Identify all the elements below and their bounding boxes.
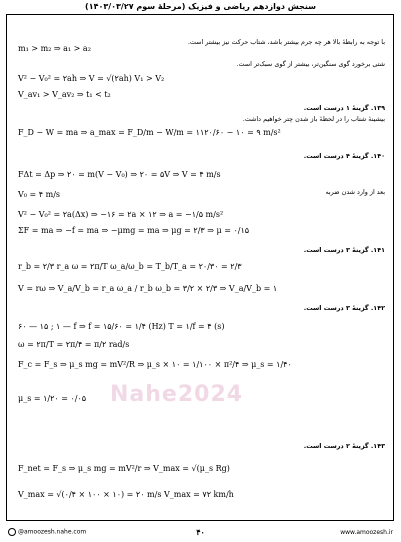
watermark: Nahe2024 [110,382,244,407]
equation-line: r_b = ۲/۳ r_a ω = ۲π/T ω_a/ω_b = T_b/T_a = ۲۰/۳۰ = ۲/۳ [18,262,242,271]
equation-line: V² − V₀² = ۲ah ⇒ V = √(۲ah) V₁ > V₂ [18,74,165,83]
answer-heading: ۱۳۹. گزینهٔ ۱ درست است. [303,104,385,112]
explanation-text: شتی برخورد گوی سنگین‌تر، بیشتر از گوی سبک‌تر است. [236,60,385,68]
answer-heading: ۱۴۰. گزینهٔ ۴ درست است. [303,152,385,160]
page-header: سنجش دوازدهم ریاضی و فیزیک (مرحلهٔ سوم ۱۴۰۳/۰۳/۲۷) [85,2,316,11]
equation-line: V = rω ⇒ V_a/V_b = r_a ω_a / r_b ω_b = ۳/۲ × ۲/۳ ⇒ V_a/V_b = ۱ [18,284,278,293]
answer-heading: ۱۴۳. گزینهٔ ۲ درست است. [303,442,385,450]
equation-line: F_net = F_s ⇒ μ_s mg = mV²/r ⇒ V_max = √(μ_s Rg) [18,464,230,473]
footer-handle: @amoozesh.nahe.com [18,528,87,536]
footer-right [340,529,393,536]
equation-line: F_c = F_s ⇒ μ_s mg = mV²/R ⇒ μ_s × ۱۰ = ۱/۱۰۰ × π²/۴ ⇒ μ_s = ۱/۴۰ [18,360,292,369]
explanation-text: بیشینهٔ شتاب را در لحظهٔ باز شدن چتر خواهیم داشت. [242,115,385,123]
equation-line: V_max = √(۰/۴ × ۱۰۰ × ۱۰) = ۲۰ m/s V_max = ۷۲ km/h [18,490,234,499]
footer-website: www.amoozesh.ir [340,529,393,536]
equation-line: V² − V₀² = ۲a(Δx) ⇒ −۱۶ = ۲a × ۱۲ ⇒ a = −۱/۵ m/s² [18,210,224,219]
equation-line: m₁ > m₂ ⇒ a₁ > a₂ [18,44,91,53]
equation-line: V₀ = ۴ m/s [18,190,60,199]
page-number: ۴۰ [196,527,205,537]
equation-line: V_av₁ > V_av₂ ⇒ t₁ < t₂ [18,90,111,99]
equation-line: F_D − W = ma ⇒ a_max = F_D/m − W/m = ۱۱۲۰/۶۰ − ۱۰ = ۹ m/s² [18,128,281,137]
equation-line: ۶۰ — ۱۵ ; ۱ — f ⇒ f = ۱۵/۶۰ = ۱/۴ (Hz) T = ۱/f = ۴ (s) [18,322,225,331]
explanation-text: بعد از وارد شدن ضربه [325,188,385,196]
equation-line: ω = ۲π/T = ۲π/۴ = π/۲ rad/s [18,340,130,349]
equation-line: μ_s = ۱/۲۰ = ۰/۰۵ [18,394,87,403]
answer-heading: ۱۴۱. گزینهٔ ۳ درست است. [303,246,385,254]
explanation-text: با توجه به رابطهٔ بالا هر چه جرم بیشتر باشد، شتاب حرکت نیز بیشتر است. [187,38,385,46]
answer-heading: ۱۴۲. گزینهٔ ۳ درست است. [303,304,385,312]
equation-line: ΣF = ma ⇒ −f = ma ⇒ −μmg = ma ⇒ μg = ۲/۳ ⇒ μ = ۰/۱۵ [18,226,250,235]
equation-line: FΔt = Δp ⇒ ۲۰ = m(V − V₀) ⇒ ۲۰ = ۵V ⇒ V = ۴ m/s [18,170,221,179]
